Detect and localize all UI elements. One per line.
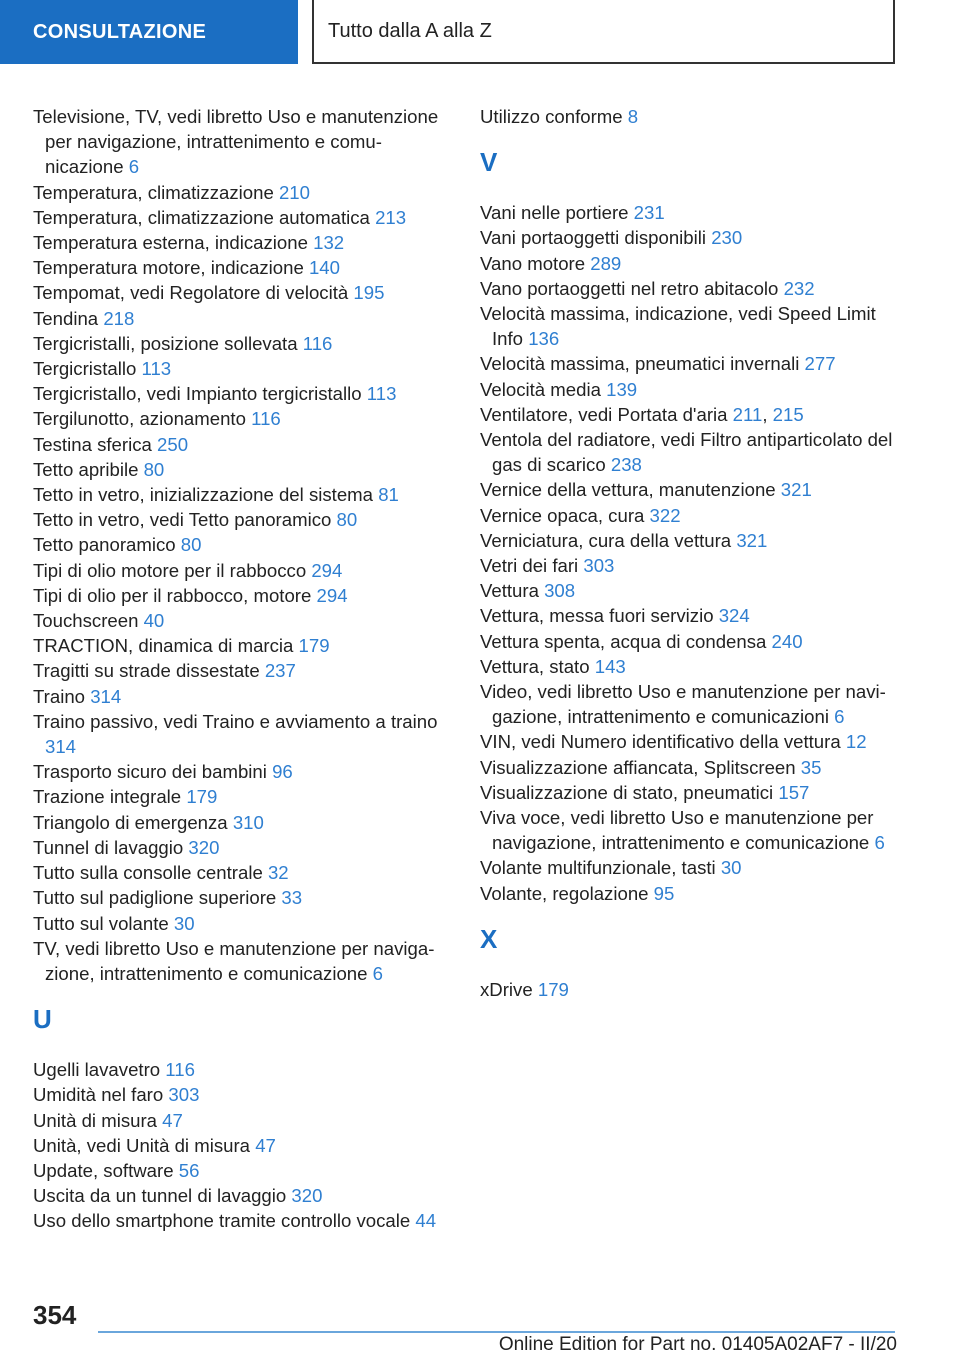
footer-edition: Online Edition for Part no. 01405A02AF7 - II/20 [498,1334,897,1355]
index-letter-heading: U [33,1004,52,1035]
index-entry [480,225,898,250]
index-entry-text: Utilizzo conforme [480,106,628,127]
index-entry [480,654,898,679]
index-entry [33,684,451,709]
page-link[interactable]: 294 [316,584,348,606]
page-link[interactable]: 116 [302,332,333,354]
index-entry [33,457,451,482]
page-link[interactable]: 303 [168,1084,200,1106]
index-letter-heading: X [480,923,498,954]
index-entry-text: Unità di misura [33,1109,163,1131]
index-entry-text: Vani nelle portiere [480,202,634,224]
page-link[interactable]: 321 [736,529,768,551]
index-entry-text: Unità, vedi Unità di misura [33,1134,256,1156]
index-entry [33,709,451,759]
index-entry-text: Temperatura, climatizzazione [33,181,279,203]
index-entry [33,1158,451,1183]
index-entry-text: Televisione, TV, vedi libretto Uso e manutenzione per navigazione, intrattenimento e comunicazione [33,106,439,178]
index-entry-text: Vani portaoggetti disponibili [480,227,712,249]
page-link[interactable]: 80 [336,509,358,531]
page-link[interactable]: 32 [267,862,289,884]
index-entry [33,835,451,860]
index-entry [33,1133,451,1158]
index-entry-text: Vetri dei fari [480,555,584,577]
index-entry-text: Tendina [33,307,104,329]
page-link[interactable]: 44 [415,1210,437,1232]
index-entry [33,1183,451,1208]
index-entry-text: Volante multifunzionale, tasti [480,857,721,879]
index-entry [33,406,451,431]
index-entry-text: Uscita da un tunnel di lavaggio [33,1185,292,1207]
page-link[interactable]: 320 [291,1185,323,1207]
index-entry [480,578,898,603]
index-entry [33,482,451,507]
page-link[interactable]: 250 [157,433,189,455]
index-entry [33,381,451,406]
index-entry [33,759,451,784]
index-entry-text: Update, software [33,1159,179,1181]
page-link[interactable]: 6 [128,156,140,178]
page-link[interactable]: 322 [649,504,681,526]
index-entry [480,553,898,578]
page-link[interactable]: 277 [804,353,836,375]
index-entry [480,251,898,276]
index-entry-text: Tutto sul volante [33,912,174,934]
index-entry [33,104,451,180]
page-link[interactable]: 80 [180,534,202,556]
index-entry [33,532,451,557]
index-entry-text: Tetto apribile [33,458,144,480]
page-link[interactable]: 218 [103,307,135,329]
page-link[interactable]: 240 [771,630,803,652]
page-link[interactable]: 116 [251,408,281,430]
index-entry-text: Tergicristallo, vedi Impianto tergicristallo [33,383,367,405]
page-link[interactable]: 237 [264,660,296,682]
page-link[interactable]: 238 [610,454,642,476]
page-link[interactable]: 231 [633,202,665,224]
page-link[interactable]: 47 [255,1134,276,1156]
page-link[interactable]: 132 [313,232,345,254]
index-entry [480,679,898,729]
page-link[interactable]: 179 [298,635,330,657]
page-link[interactable]: 324 [718,605,750,627]
page-link[interactable]: 96 [272,761,293,783]
page-link[interactable]: 320 [188,836,220,858]
page-link[interactable]: 303 [583,555,615,577]
index-entry-text: Video, vedi libretto Uso e manutenzione per navigazione, intrattenimento e comunicazioni [480,681,886,728]
page-link[interactable]: 116 [165,1059,195,1081]
index-entry [480,805,898,855]
index-entry [33,432,451,457]
index-entry [33,885,451,910]
page-link[interactable]: 30 [720,857,742,879]
index-entry-text: Visualizzazione affiancata, Splitscreen [480,756,801,778]
index-entry-text: Tetto in vetro, inizializzazione del sistema [33,484,379,506]
index-letter-heading: V [480,147,498,178]
index-entry [480,755,898,780]
index-entry [480,377,898,402]
index-entry [33,658,451,683]
index-entry-text: Vettura spenta, acqua di condensa [480,630,772,652]
index-entry [480,477,898,502]
index-entry-text: Tragitti su strade dissestate [33,660,265,682]
index-entry-text: Tergicristalli, posizione sollevata [33,332,303,354]
page-link[interactable]: 56 [178,1159,200,1181]
index-entry-text: Tetto panoramico [33,534,181,556]
index-entry [33,583,451,608]
index-entry [33,280,451,305]
index-entry-text: Vettura, messa fuori servizio [480,605,719,627]
index-entry-text: TRACTION, dinamica di marcia [33,635,299,657]
index-entry-text: Vettura [480,580,545,602]
index-entry [33,608,451,633]
page-title: Tutto dalla A alla Z [328,19,492,42]
index-entry-text: Vernice opaca, cura [480,504,650,526]
index-entry-text: VIN, vedi Numero identificativo della vettura [480,731,846,753]
page-link[interactable]: 6 [372,962,383,984]
page-link[interactable]: 12 [845,731,867,753]
index-entry-text: Trasporto sicuro dei bambini [33,761,273,783]
index-entry-text: Velocità media [480,378,607,400]
index-entry-text: TV, vedi libretto Uso e manutenzione per navigazione, intrattenimento e comunicazione [33,937,435,984]
page-link[interactable]: 310 [232,811,264,833]
index-entry [33,1082,451,1107]
index-entry-text: Volante, regolazione [480,882,654,904]
index-entry-text: Ugelli lavavetro [33,1059,166,1081]
page-link[interactable]: 314 [90,685,122,707]
index-entry-text: Tempomat, vedi Regolatore di velocità [33,282,354,304]
index-entry [33,1208,451,1233]
page-link[interactable]: 195 [353,282,385,304]
page-link[interactable]: 30 [173,912,195,934]
page-link[interactable]: 308 [544,580,576,602]
page-link[interactable]: 35 [800,756,822,778]
index-entry [33,1057,451,1082]
index-entry [33,356,451,381]
index-entry-text: Tutto sulla consolle centrale [33,862,268,884]
index-entry-text: Ventilatore, vedi Portata d'aria [480,403,733,425]
index-entry [480,104,898,129]
index-entry-text: Vernice della vettura, manutenzione [480,479,781,501]
index-entry [480,629,898,654]
index-entry [33,331,451,356]
index-entry-text: Ventola del radiatore, vedi Filtro antiparticolato del gas di scarico [480,429,893,476]
index-entry [33,180,451,205]
index-entry-text: Uso dello smartphone tramite controllo vocale [33,1210,416,1232]
index-entry [33,810,451,835]
index-entry [480,881,898,906]
index-entry-text: Temperatura motore, indicazione [33,257,309,279]
index-entry-text: xDrive [480,978,538,1000]
page-link[interactable]: 215 [772,403,804,425]
index-entry-text: Traino passivo, vedi Traino e avviamento a traino [33,710,438,732]
index-entry [480,276,898,301]
index-entry-text: Velocità massima, indicazione, vedi Speed Limit Info [480,303,876,350]
index-entry-text: Vettura, stato [480,655,595,677]
page-link[interactable]: 294 [311,559,343,581]
index-entry-text: Tunnel di lavaggio [33,836,189,858]
index-entry-text: Temperatura esterna, indicazione [33,232,314,254]
page-link[interactable]: 157 [778,781,810,803]
page-link[interactable]: 33 [281,887,303,909]
page-link[interactable]: 211 [732,403,763,425]
index-entry: Ventilatore, vedi Portata d'aria 211, 215 [480,403,804,425]
page-link[interactable]: 232 [783,277,815,299]
page-link[interactable]: 47 [162,1109,183,1131]
page-link[interactable]: 210 [278,181,310,203]
index-entry [33,1108,451,1133]
index-entry-text: Tipi di olio motore per il rabbocco [33,559,312,581]
page-link[interactable]: 139 [606,378,638,400]
index-entry-text: Trazione integrale [33,786,187,808]
index-column-left [33,104,451,1234]
page-link[interactable]: 314 [45,736,77,758]
index-entry-text: Tipi di olio per il rabbocco, motore [33,584,317,606]
page-link[interactable]: 113 [366,383,397,405]
index-entry-text: Visualizzazione di stato, pneumatici [480,781,779,803]
page-link[interactable]: 81 [378,484,399,506]
page-link[interactable]: 8 [627,106,639,127]
page-link[interactable]: 321 [780,479,812,501]
page-link[interactable]: 113 [141,358,172,380]
index-entry-text: Velocità massima, pneumatici invernali [480,353,805,375]
index-entry-text: Touchscreen [33,610,144,632]
index-entry [33,205,451,230]
page-link[interactable]: 179 [537,978,569,1000]
index-entry [33,860,451,885]
page-link[interactable]: 140 [308,257,340,279]
page-link[interactable]: 179 [186,786,218,808]
index-entry-text: Vano portaoggetti nel retro abitacolo [480,277,784,299]
footer-divider [98,1331,895,1333]
section-tab [0,0,298,64]
index-column-right [480,104,898,1002]
page-link[interactable]: 213 [375,206,407,228]
index-entry-text: Tetto in vetro, vedi Tetto panoramico [33,509,337,531]
index-entry [480,780,898,805]
page-link[interactable]: 40 [143,610,165,632]
index-entry [480,200,898,225]
index-entry [480,855,898,880]
page-link[interactable]: 6 [874,832,885,854]
page-title-box [312,0,895,64]
index-entry [33,558,451,583]
index-entry [33,633,451,658]
index-entry [33,936,451,986]
index-entry [480,977,898,1002]
index-entry-text: Triangolo di emergenza [33,811,233,833]
page-link[interactable]: 80 [143,458,165,480]
page-link[interactable]: 136 [528,328,560,350]
index-entry-text: Vano motore [480,252,591,274]
index-entry [33,784,451,809]
index-entry-text: Tutto sul padiglione superiore [33,887,282,909]
index-entry [480,729,898,754]
page-number: 354 [33,1300,77,1330]
index-entry [480,503,898,528]
page-link[interactable]: 143 [594,655,626,677]
index-entry-text: Tergicristallo [33,358,142,380]
page-link[interactable]: 230 [711,227,743,249]
index-entry-text: Viva voce, vedi libretto Uso e manutenzione per navigazione, intrattenimento e comunicazione [480,807,875,854]
index-entry [480,427,898,477]
page-link[interactable]: 95 [653,882,675,904]
index-entry [33,255,451,280]
index-entry [33,911,451,936]
section-label: CONSULTAZIONE [33,20,207,43]
index-entry [33,507,451,532]
index-entry [480,351,898,376]
index-entry [33,230,451,255]
index-entry-text: Verniciatura, cura della vettura [480,529,737,551]
index-entry-text: Temperatura, climatizzazione automatica [33,206,376,228]
index-entry [480,603,898,628]
index-entry-text: Traino [33,685,91,707]
page-link[interactable]: 6 [834,706,845,728]
index-entry-text: Testina sferica [33,433,158,455]
index-entry-text: Umidità nel faro [33,1084,169,1106]
page-link[interactable]: 289 [590,252,622,274]
index-entry-text: Tergilunotto, azionamento [33,408,252,430]
index-entry [33,306,451,331]
index-entry [480,528,898,553]
index-entry [480,301,898,351]
